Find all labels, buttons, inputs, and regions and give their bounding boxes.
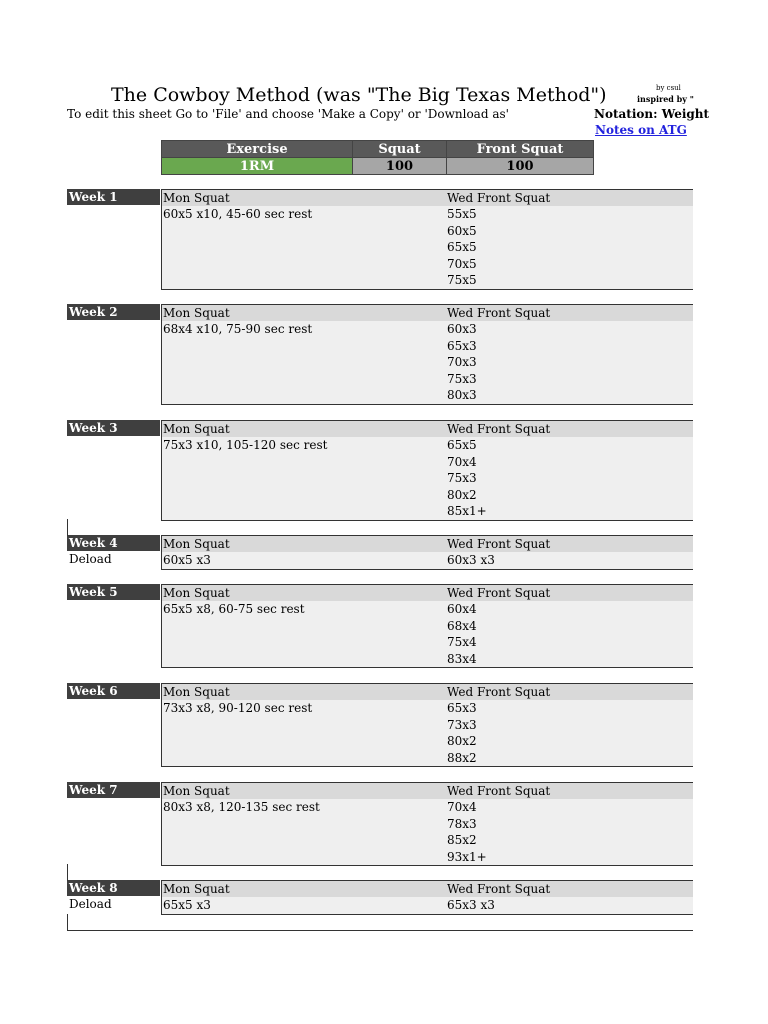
wed-front-squat-set: 75x3 <box>447 471 477 485</box>
notation-label: Notation: Weight <box>594 107 710 121</box>
one-rep-max-row <box>162 158 594 175</box>
wed-front-squat-set: 60x3 <box>447 322 477 336</box>
wed-front-squat-header: Wed Front Squat <box>447 685 551 699</box>
week-label: Week 2 <box>67 304 160 320</box>
wed-front-squat-header: Wed Front Squat <box>447 882 551 896</box>
squat-header: Squat <box>353 141 447 158</box>
wed-front-squat-set: 65x3 <box>447 338 477 353</box>
wed-front-squat-set: 88x2 <box>447 750 477 765</box>
wed-front-squat-set: 55x5 <box>447 207 477 221</box>
one-rep-max-label: 1RM <box>162 158 353 175</box>
one-rep-max-table <box>161 140 594 175</box>
week-workout-box <box>161 189 693 290</box>
mon-squat-prescription: 65x5 x3 <box>163 898 211 912</box>
week-sublabel: Deload <box>69 897 112 911</box>
week-workout-box <box>161 880 693 915</box>
mon-squat-prescription: 80x3 x8, 120-135 sec rest <box>163 800 320 814</box>
sheet-rule-bottom <box>67 930 693 931</box>
week-header-row <box>162 585 693 601</box>
mon-squat-header: Mon Squat <box>163 586 230 600</box>
mon-squat-prescription: 68x4 x10, 75-90 sec rest <box>163 322 313 336</box>
mon-squat-prescription: 75x3 x10, 105-120 sec rest <box>163 438 328 452</box>
week-header-row <box>162 881 693 897</box>
wed-front-squat-set: 65x5 <box>447 240 477 254</box>
wed-front-squat-header: Wed Front Squat <box>447 537 551 551</box>
wed-front-squat-set: 60x3 x3 <box>447 553 495 567</box>
notes-on-atg-link[interactable]: Notes on ATG <box>595 123 687 137</box>
mon-squat-prescription: 73x3 x8, 90-120 sec rest <box>163 701 313 715</box>
wed-front-squat-set: 80x2 <box>447 734 477 748</box>
wed-front-squat-set: 70x3 <box>447 355 477 369</box>
week-label: Week 3 <box>67 420 160 436</box>
edit-instructions: To edit this sheet Go to 'File' and choose 'Make a Copy' or 'Download as' <box>67 107 509 121</box>
page-title: The Cowboy Method (was "The Big Texas Method") <box>111 84 607 106</box>
wed-front-squat-set: 70x4 <box>447 800 477 814</box>
sheet-rule-left <box>67 914 68 930</box>
wed-front-squat-set: 75x4 <box>447 635 477 649</box>
wed-front-squat-set: 85x2 <box>447 833 477 847</box>
wed-front-squat-set: 75x3 <box>447 371 477 386</box>
wed-front-squat-set: 73x3 <box>447 717 477 732</box>
front-squat-header: Front Squat <box>447 141 594 158</box>
week-workout-box <box>161 304 693 405</box>
front-squat-1rm-value[interactable]: 100 <box>447 158 594 175</box>
week-workout-box <box>161 420 693 521</box>
wed-front-squat-header: Wed Front Squat <box>447 784 551 798</box>
exercise-header: Exercise <box>162 141 353 158</box>
wed-front-squat-set: 83x4 <box>447 651 477 666</box>
inspired-by-credit: inspired by " <box>637 94 694 104</box>
wed-front-squat-set: 70x4 <box>447 454 477 469</box>
wed-front-squat-set: 65x3 <box>447 701 477 715</box>
week-label: Week 7 <box>67 782 160 798</box>
wed-front-squat-header: Wed Front Squat <box>447 586 551 600</box>
week-header-row <box>162 190 693 206</box>
week-workout-box <box>161 683 693 767</box>
mon-squat-header: Mon Squat <box>163 191 230 205</box>
wed-front-squat-set: 68x4 <box>447 618 477 633</box>
wed-front-squat-set: 60x5 <box>447 223 477 238</box>
wed-front-squat-set: 80x3 <box>447 388 477 402</box>
wed-front-squat-header: Wed Front Squat <box>447 306 551 320</box>
week-header-row <box>162 783 693 799</box>
wed-front-squat-set: 80x2 <box>447 487 477 502</box>
week-header-row <box>162 684 693 700</box>
wed-front-squat-header: Wed Front Squat <box>447 422 551 436</box>
week-workout-box <box>161 535 693 570</box>
week-sublabel: Deload <box>69 552 112 566</box>
week-workout-box <box>161 584 693 668</box>
mon-squat-header: Mon Squat <box>163 537 230 551</box>
mon-squat-prescription: 60x5 x3 <box>163 553 211 567</box>
wed-front-squat-header: Wed Front Squat <box>447 191 551 205</box>
mon-squat-header: Mon Squat <box>163 422 230 436</box>
week-header-row <box>162 536 693 552</box>
sheet-rule-left <box>67 519 68 536</box>
wed-front-squat-set: 75x5 <box>447 273 477 287</box>
week-label: Week 4 <box>67 535 160 551</box>
week-header-row <box>162 421 693 437</box>
mon-squat-header: Mon Squat <box>163 784 230 798</box>
squat-1rm-value[interactable]: 100 <box>353 158 447 175</box>
week-label: Week 1 <box>67 189 160 205</box>
week-header-row <box>162 305 693 321</box>
one-rep-max-header-row <box>162 141 594 158</box>
week-label: Week 6 <box>67 683 160 699</box>
author-credit: by csul <box>656 84 681 92</box>
wed-front-squat-set: 93x1+ <box>447 849 487 864</box>
wed-front-squat-set: 60x4 <box>447 602 477 616</box>
wed-front-squat-set: 70x5 <box>447 256 477 271</box>
mon-squat-header: Mon Squat <box>163 882 230 896</box>
wed-front-squat-set: 65x5 <box>447 438 477 452</box>
week-label: Week 8 <box>67 880 160 896</box>
mon-squat-header: Mon Squat <box>163 685 230 699</box>
mon-squat-header: Mon Squat <box>163 306 230 320</box>
wed-front-squat-set: 85x1+ <box>447 504 487 518</box>
wed-front-squat-set: 65x3 x3 <box>447 898 495 912</box>
sheet-rule-left <box>67 864 68 881</box>
mon-squat-prescription: 65x5 x8, 60-75 sec rest <box>163 602 305 616</box>
week-label: Week 5 <box>67 584 160 600</box>
week-workout-box <box>161 782 693 866</box>
mon-squat-prescription: 60x5 x10, 45-60 sec rest <box>163 207 313 221</box>
wed-front-squat-set: 78x3 <box>447 816 477 831</box>
